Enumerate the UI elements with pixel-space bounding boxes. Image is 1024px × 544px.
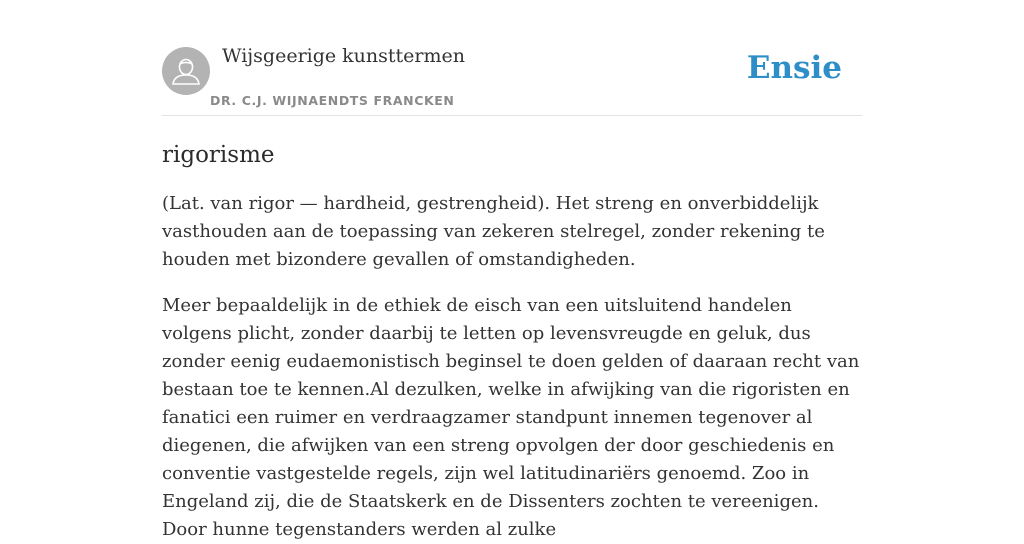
user-avatar-icon[interactable] xyxy=(162,47,210,95)
article-paragraph: (Lat. van rigor — hardheid, gestrengheid). Het streng en onverbiddelijk vasthouden aan de toepassing van zekeren stelregel, zonder rekening te houden met bizondere gevallen of omstandigheden. xyxy=(162,193,825,270)
ensie-logo[interactable]: Ensie xyxy=(746,50,842,86)
article xyxy=(162,142,862,544)
article-paragraph: Meer bepaaldelijk in de ethiek de eisch van een uitsluitend handelen volgens plicht, zonder daarbij te letten op levensvreugde en geluk, dus zonder eenig eudaemonistisch beginsel te doen gelden of daaraan recht van bestaan toe te kennen.Al dezulken, welke in afwijking van die rigoristen en fanatici een ruimer en verdraagzamer standpunt innemen tegenover al diegenen, die afwijken van een streng opvolgen der door geschiedenis en conventie vastgestelde regels, zijn wel latitudinariërs genoemd. Zoo in Engeland zij, die de Staatskerk en de Dissenters zochten te vereenigen. Door hunne tegenstanders werden al zulke xyxy=(162,295,860,540)
author-name[interactable]: DR. C.J. WIJNAENDTS FRANCKEN xyxy=(210,93,455,108)
term-title: rigorisme xyxy=(162,142,275,168)
page-container xyxy=(162,0,862,544)
user-silhouette-icon xyxy=(162,47,210,95)
header xyxy=(162,0,862,116)
book-title[interactable]: Wijsgeerige kunsttermen xyxy=(222,45,466,67)
